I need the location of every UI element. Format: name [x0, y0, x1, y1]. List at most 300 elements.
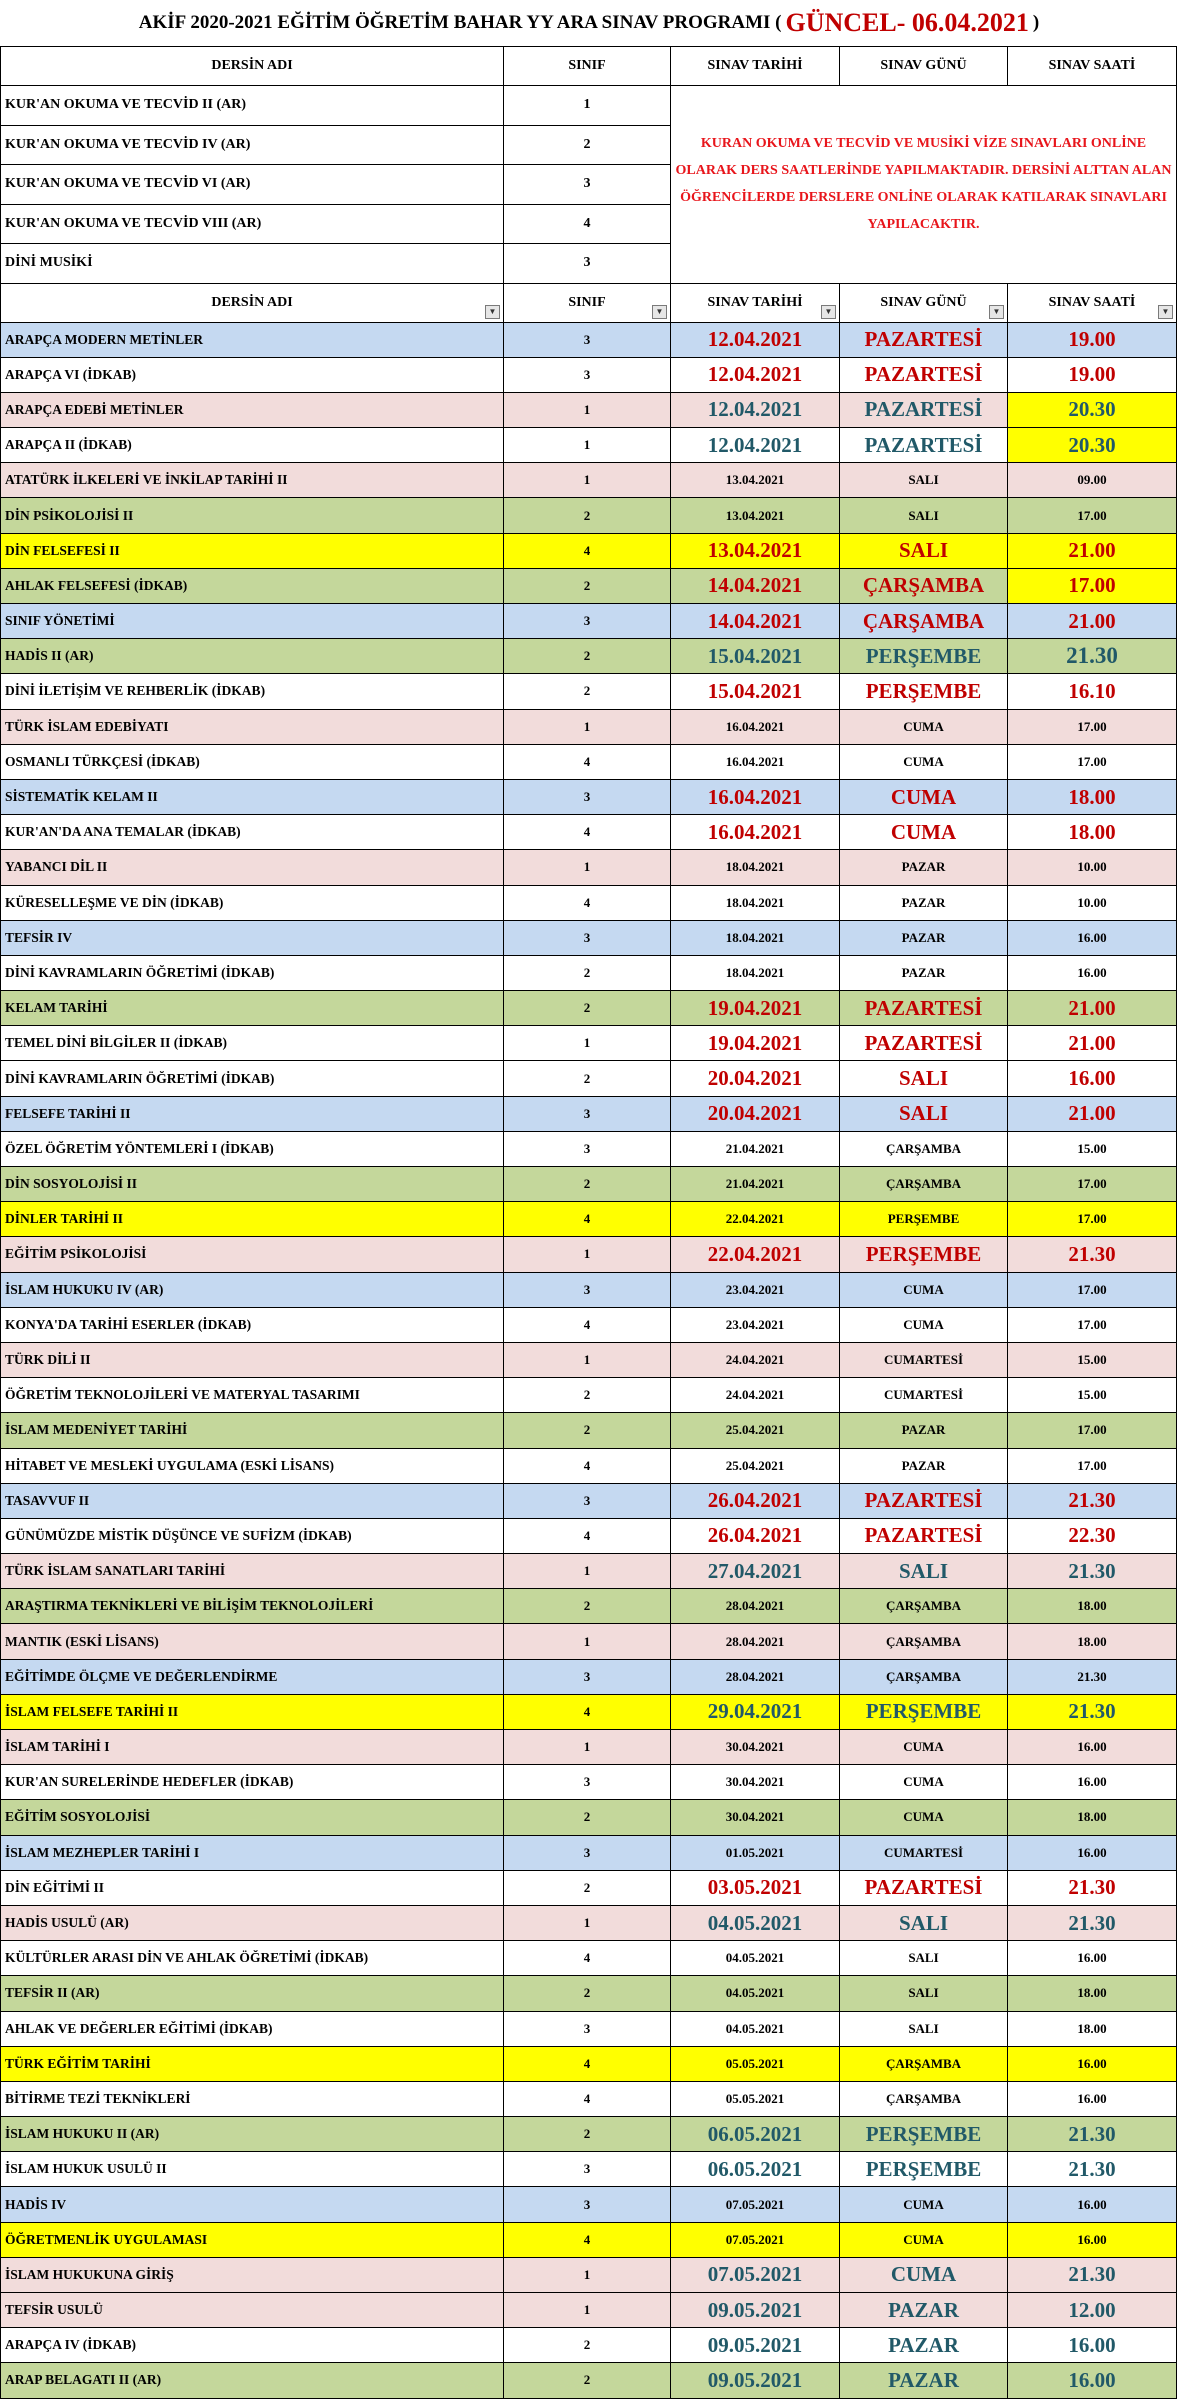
- course-class: 3: [504, 2152, 671, 2187]
- exam-date: 30.04.2021: [671, 1800, 840, 1835]
- exam-row: [1, 357, 1177, 392]
- exam-day: SALI: [840, 1554, 1008, 1589]
- exam-date: 21.04.2021: [671, 1131, 840, 1166]
- exam-day: SALI: [840, 1061, 1008, 1096]
- exam-row: [1, 1870, 1177, 1905]
- exam-date: 13.04.2021: [671, 533, 840, 568]
- header-date: SINAV TARİHİ: [671, 47, 840, 86]
- exam-row: [1, 568, 1177, 603]
- exam-date: 24.04.2021: [671, 1378, 840, 1413]
- exam-date: 03.05.2021: [671, 1870, 840, 1905]
- course-name: KÜLTÜRLER ARASI DİN VE AHLAK ÖĞRETİMİ (İDKAB): [1, 1941, 504, 1976]
- exam-row: [1, 1237, 1177, 1272]
- course-class: 1: [504, 1342, 671, 1377]
- exam-day: PAZAR: [840, 850, 1008, 885]
- exam-day: CUMA: [840, 2257, 1008, 2292]
- course-class: 1: [504, 1624, 671, 1659]
- course-name: TÜRK İSLAM EDEBİYATI: [1, 709, 504, 744]
- exam-time: 16.00: [1008, 2222, 1177, 2257]
- exam-row: [1, 1378, 1177, 1413]
- exam-time: 21.30: [1008, 1905, 1177, 1940]
- course-class: 1: [504, 1905, 671, 1940]
- course-name: DİNİ KAVRAMLARIN ÖĞRETİMİ (İDKAB): [1, 1061, 504, 1096]
- header-date[interactable]: SINAV TARİHİ ▼: [671, 283, 840, 322]
- exam-time: 17.00: [1008, 498, 1177, 533]
- course-class: 3: [504, 779, 671, 814]
- course-class: 4: [504, 815, 671, 850]
- exam-day: CUMA: [840, 1730, 1008, 1765]
- exam-day: CUMA: [840, 1765, 1008, 1800]
- course-class: 4: [504, 533, 671, 568]
- exam-row: [1, 1131, 1177, 1166]
- course-name: KUR'AN OKUMA VE TECVİD II (AR): [1, 86, 504, 126]
- exam-date: 12.04.2021: [671, 428, 840, 463]
- filter-dropdown-icon[interactable]: ▼: [821, 305, 836, 319]
- header-class: SINIF: [504, 47, 671, 86]
- exam-date: 09.05.2021: [671, 2293, 840, 2328]
- exam-date: 01.05.2021: [671, 1835, 840, 1870]
- exam-row: [1, 1624, 1177, 1659]
- exam-day: CUMA: [840, 1307, 1008, 1342]
- course-name: ARAPÇA II (İDKAB): [1, 428, 504, 463]
- course-name: HADİS IV: [1, 2187, 504, 2222]
- exam-time: 20.30: [1008, 428, 1177, 463]
- course-name: İSLAM HUKUKUNA GİRİŞ: [1, 2257, 504, 2292]
- exam-row: [1, 1765, 1177, 1800]
- exam-day: SALI: [840, 1976, 1008, 2011]
- exam-date: 06.05.2021: [671, 2117, 840, 2152]
- course-name: İSLAM HUKUK USULÜ II: [1, 2152, 504, 2187]
- exam-time: 21.30: [1008, 2257, 1177, 2292]
- course-class: 4: [504, 744, 671, 779]
- course-class: 2: [504, 1976, 671, 2011]
- exam-date: 18.04.2021: [671, 850, 840, 885]
- course-class: 3: [504, 1096, 671, 1131]
- course-name: DİNİ KAVRAMLARIN ÖĞRETİMİ (İDKAB): [1, 955, 504, 990]
- exam-row: [1, 2257, 1177, 2292]
- course-name: OSMANLI TÜRKÇESİ (İDKAB): [1, 744, 504, 779]
- exam-row: [1, 1202, 1177, 1237]
- exam-day: PAZAR: [840, 885, 1008, 920]
- exam-date: 07.05.2021: [671, 2187, 840, 2222]
- exam-time: 21.00: [1008, 991, 1177, 1026]
- exam-day: PAZAR: [840, 1448, 1008, 1483]
- course-name: ARAP BELAGATI II (AR): [1, 2363, 504, 2398]
- exam-date: 20.04.2021: [671, 1096, 840, 1131]
- exam-time: 17.00: [1008, 1272, 1177, 1307]
- exam-row: [1, 1483, 1177, 1518]
- filter-dropdown-icon[interactable]: ▼: [989, 305, 1004, 319]
- exam-row: [1, 2187, 1177, 2222]
- course-name: HADİS USULÜ (AR): [1, 1905, 504, 1940]
- schedule-table: [0, 46, 1177, 2399]
- exam-date: 14.04.2021: [671, 568, 840, 603]
- exam-date: 27.04.2021: [671, 1554, 840, 1589]
- course-name: TEFSİR USULÜ: [1, 2293, 504, 2328]
- exam-day: ÇARŞAMBA: [840, 2081, 1008, 2116]
- exam-day: PAZARTESİ: [840, 1870, 1008, 1905]
- exam-day: SALI: [840, 1941, 1008, 1976]
- exam-time: 21.30: [1008, 1483, 1177, 1518]
- course-name: TEFSİR IV: [1, 920, 504, 955]
- course-class: 3: [504, 244, 671, 284]
- exam-day: SALI: [840, 1905, 1008, 1940]
- exam-day: SALI: [840, 1096, 1008, 1131]
- exam-time: 20.30: [1008, 392, 1177, 427]
- title-prefix: AKİF 2020-2021 EĞİTİM ÖĞRETİM BAHAR YY ARA SINAV PROGRAMI (: [138, 12, 782, 33]
- course-class: 2: [504, 1870, 671, 1905]
- exam-date: 26.04.2021: [671, 1518, 840, 1553]
- course-name: İSLAM HUKUKU II (AR): [1, 2117, 504, 2152]
- exam-row: [1, 1096, 1177, 1131]
- exam-date: 06.05.2021: [671, 2152, 840, 2187]
- course-class: 4: [504, 1307, 671, 1342]
- course-class: 2: [504, 2363, 671, 2398]
- exam-row: [1, 533, 1177, 568]
- exam-date: 23.04.2021: [671, 1307, 840, 1342]
- course-class: 2: [504, 1800, 671, 1835]
- exam-time: 09.00: [1008, 463, 1177, 498]
- exam-time: 16.00: [1008, 2046, 1177, 2081]
- exam-time: 16.00: [1008, 955, 1177, 990]
- exam-row: [1, 2117, 1177, 2152]
- exam-date: 28.04.2021: [671, 1659, 840, 1694]
- course-class: 3: [504, 920, 671, 955]
- exam-date: 28.04.2021: [671, 1624, 840, 1659]
- exam-row: [1, 1448, 1177, 1483]
- exam-row: [1, 639, 1177, 674]
- exam-date: 14.04.2021: [671, 604, 840, 639]
- course-name: AHLAK VE DEĞERLER EĞİTİMİ (İDKAB): [1, 2011, 504, 2046]
- exam-date: 15.04.2021: [671, 674, 840, 709]
- exam-day: ÇARŞAMBA: [840, 1167, 1008, 1202]
- exam-day: PERŞEMBE: [840, 2117, 1008, 2152]
- exam-day: PAZARTESİ: [840, 991, 1008, 1026]
- exam-day: CUMA: [840, 2222, 1008, 2257]
- exam-date: 07.05.2021: [671, 2257, 840, 2292]
- exam-time: 15.00: [1008, 1131, 1177, 1166]
- exam-row: [1, 2222, 1177, 2257]
- course-name: ARAPÇA EDEBİ METİNLER: [1, 392, 504, 427]
- exam-day: PAZARTESİ: [840, 357, 1008, 392]
- course-name: GÜNÜMÜZDE MİSTİK DÜŞÜNCE VE SUFİZM (İDKAB): [1, 1518, 504, 1553]
- course-class: 1: [504, 86, 671, 126]
- exam-time: 10.00: [1008, 850, 1177, 885]
- exam-day: SALI: [840, 463, 1008, 498]
- exam-row: [1, 498, 1177, 533]
- exam-day: CUMA: [840, 709, 1008, 744]
- exam-day: ÇARŞAMBA: [840, 1624, 1008, 1659]
- exam-day: PERŞEMBE: [840, 1694, 1008, 1729]
- course-class: 2: [504, 1589, 671, 1624]
- exam-day: PERŞEMBE: [840, 1202, 1008, 1237]
- course-class: 2: [504, 1061, 671, 1096]
- course-name: DİNİ MUSİKİ: [1, 244, 504, 284]
- header-time[interactable]: SINAV SAATİ ▼: [1008, 283, 1177, 322]
- course-class: 3: [504, 1272, 671, 1307]
- course-name: ÖĞRETMENLİK UYGULAMASI: [1, 2222, 504, 2257]
- exam-day: PAZAR: [840, 920, 1008, 955]
- course-class: 1: [504, 1026, 671, 1061]
- course-name: KUR'AN OKUMA VE TECVİD VI (AR): [1, 165, 504, 205]
- course-class: 2: [504, 991, 671, 1026]
- exam-row: [1, 2328, 1177, 2363]
- exam-time: 17.00: [1008, 1167, 1177, 1202]
- course-name: TEMEL DİNİ BİLGİLER II (İDKAB): [1, 1026, 504, 1061]
- exam-row: [1, 709, 1177, 744]
- exam-row: [1, 1167, 1177, 1202]
- course-class: 2: [504, 639, 671, 674]
- course-class: 4: [504, 2081, 671, 2116]
- exam-time: 17.00: [1008, 1202, 1177, 1237]
- exam-date: 18.04.2021: [671, 920, 840, 955]
- schedule-header-row: [1, 283, 1177, 322]
- header-day[interactable]: SINAV GÜNÜ ▼: [840, 283, 1008, 322]
- course-name: KÜRESELLEŞME VE DİN (İDKAB): [1, 885, 504, 920]
- course-class: 4: [504, 885, 671, 920]
- course-name: İSLAM HUKUKU IV (AR): [1, 1272, 504, 1307]
- exam-day: CUMA: [840, 779, 1008, 814]
- course-name: BİTİRME TEZİ TEKNİKLERİ: [1, 2081, 504, 2116]
- exam-time: 15.00: [1008, 1378, 1177, 1413]
- exam-row: [1, 991, 1177, 1026]
- course-name: TEFSİR II (AR): [1, 1976, 504, 2011]
- course-name: HİTABET VE MESLEKİ UYGULAMA (ESKİ LİSANS): [1, 1448, 504, 1483]
- course-class: 4: [504, 1941, 671, 1976]
- exam-date: 18.04.2021: [671, 955, 840, 990]
- course-class: 1: [504, 2257, 671, 2292]
- exam-row: [1, 885, 1177, 920]
- header-course[interactable]: DERSİN ADI ▼: [1, 283, 504, 322]
- exam-date: 05.05.2021: [671, 2081, 840, 2116]
- exam-date: 09.05.2021: [671, 2363, 840, 2398]
- exam-date: 19.04.2021: [671, 1026, 840, 1061]
- exam-date: 12.04.2021: [671, 322, 840, 357]
- course-class: 1: [504, 463, 671, 498]
- course-name: DİN EĞİTİMİ II: [1, 1870, 504, 1905]
- exam-date: 25.04.2021: [671, 1448, 840, 1483]
- exam-day: ÇARŞAMBA: [840, 1589, 1008, 1624]
- course-class: 4: [504, 204, 671, 244]
- exam-row: [1, 322, 1177, 357]
- exam-row: [1, 920, 1177, 955]
- course-class: 3: [504, 1835, 671, 1870]
- exam-day: CUMARTESİ: [840, 1342, 1008, 1377]
- exam-row: [1, 1026, 1177, 1061]
- course-class: 1: [504, 428, 671, 463]
- course-class: 3: [504, 1483, 671, 1518]
- course-class: 4: [504, 1694, 671, 1729]
- exam-date: 23.04.2021: [671, 1272, 840, 1307]
- exam-time: 17.00: [1008, 1413, 1177, 1448]
- exam-date: 13.04.2021: [671, 463, 840, 498]
- filter-dropdown-icon[interactable]: ▼: [485, 305, 500, 319]
- exam-day: PAZARTESİ: [840, 392, 1008, 427]
- exam-row: [1, 1941, 1177, 1976]
- exam-time: 21.30: [1008, 1870, 1177, 1905]
- exam-row: [1, 1976, 1177, 2011]
- exam-date: 12.04.2021: [671, 357, 840, 392]
- course-name: KUR'AN OKUMA VE TECVİD IV (AR): [1, 125, 504, 165]
- course-name: YABANCI DİL II: [1, 850, 504, 885]
- exam-row: [1, 428, 1177, 463]
- exam-day: PERŞEMBE: [840, 674, 1008, 709]
- online-exam-notice: KURAN OKUMA VE TECVİD VE MUSİKİ VİZE SINAVLARI ONLİNE OLARAK DERS SAATLERİNDE YAPILMAKTADIR. DERSİNİ ALTTAN ALAN ÖĞRENCİLERDE DERSLERE ONLİNE OLARAK KATILARAK SINAVLARI YAPILACAKTIR.: [671, 86, 1177, 284]
- course-name: DİN FELSEFESİ II: [1, 533, 504, 568]
- course-name: SİSTEMATİK KELAM II: [1, 779, 504, 814]
- exam-time: 17.00: [1008, 1307, 1177, 1342]
- exam-time: 21.30: [1008, 1659, 1177, 1694]
- course-name: ARAŞTIRMA TEKNİKLERİ VE BİLİŞİM TEKNOLOJİLERİ: [1, 1589, 504, 1624]
- course-name: KUR'AN OKUMA VE TECVİD VIII (AR): [1, 204, 504, 244]
- exam-date: 30.04.2021: [671, 1765, 840, 1800]
- exam-row: [1, 392, 1177, 427]
- course-name: KUR'AN SURELERİNDE HEDEFLER (İDKAB): [1, 1765, 504, 1800]
- course-name: KUR'AN'DA ANA TEMALAR (İDKAB): [1, 815, 504, 850]
- exam-date: 26.04.2021: [671, 1483, 840, 1518]
- exam-day: CUMA: [840, 815, 1008, 850]
- course-class: 4: [504, 1448, 671, 1483]
- exam-day: PAZAR: [840, 955, 1008, 990]
- exam-time: 21.00: [1008, 1026, 1177, 1061]
- exam-time: 21.30: [1008, 2117, 1177, 2152]
- course-name: ARAPÇA IV (İDKAB): [1, 2328, 504, 2363]
- course-class: 2: [504, 498, 671, 533]
- course-name: EĞİTİM PSİKOLOJİSİ: [1, 1237, 504, 1272]
- course-class: 3: [504, 2011, 671, 2046]
- exam-row: [1, 674, 1177, 709]
- exam-time: 16.00: [1008, 1835, 1177, 1870]
- exam-time: 16.00: [1008, 2187, 1177, 2222]
- exam-row: [1, 1800, 1177, 1835]
- exam-date: 28.04.2021: [671, 1589, 840, 1624]
- exam-row: [1, 815, 1177, 850]
- exam-time: 18.00: [1008, 1800, 1177, 1835]
- exam-time: 16.00: [1008, 1730, 1177, 1765]
- exam-day: PAZAR: [840, 2363, 1008, 2398]
- exam-date: 16.04.2021: [671, 709, 840, 744]
- exam-date: 18.04.2021: [671, 885, 840, 920]
- exam-time: 19.00: [1008, 357, 1177, 392]
- course-name: AHLAK FELSEFESİ (İDKAB): [1, 568, 504, 603]
- course-class: 1: [504, 1730, 671, 1765]
- exam-day: CUMARTESİ: [840, 1835, 1008, 1870]
- exam-row: [1, 1835, 1177, 1870]
- filter-dropdown-icon[interactable]: ▼: [652, 305, 667, 319]
- page-title: [0, 0, 1178, 46]
- exam-row: [1, 2081, 1177, 2116]
- course-name: DİN SOSYOLOJİSİ II: [1, 1167, 504, 1202]
- exam-day: PAZARTESİ: [840, 428, 1008, 463]
- exam-row: [1, 779, 1177, 814]
- exam-time: 21.30: [1008, 639, 1177, 674]
- course-name: TÜRK EĞİTİM TARİHİ: [1, 2046, 504, 2081]
- course-class: 1: [504, 1554, 671, 1589]
- exam-row: [1, 1659, 1177, 1694]
- course-name: ARAPÇA VI (İDKAB): [1, 357, 504, 392]
- course-name: SINIF YÖNETİMİ: [1, 604, 504, 639]
- course-class: 3: [504, 604, 671, 639]
- filter-dropdown-icon[interactable]: ▼: [1158, 305, 1173, 319]
- course-class: 2: [504, 1413, 671, 1448]
- header-class[interactable]: SINIF ▼: [504, 283, 671, 322]
- exam-day: PAZAR: [840, 2328, 1008, 2363]
- exam-day: PERŞEMBE: [840, 2152, 1008, 2187]
- course-name: MANTIK (ESKİ LİSANS): [1, 1624, 504, 1659]
- exam-date: 04.05.2021: [671, 2011, 840, 2046]
- course-name: FELSEFE TARİHİ II: [1, 1096, 504, 1131]
- exam-day: CUMA: [840, 2187, 1008, 2222]
- exam-time: 18.00: [1008, 1589, 1177, 1624]
- course-class: 3: [504, 1131, 671, 1166]
- course-name: ATATÜRK İLKELERİ VE İNKİLAP TARİHİ II: [1, 463, 504, 498]
- course-class: 2: [504, 568, 671, 603]
- exam-date: 16.04.2021: [671, 779, 840, 814]
- exam-row: [1, 463, 1177, 498]
- course-name: İSLAM FELSEFE TARİHİ II: [1, 1694, 504, 1729]
- exam-date: 07.05.2021: [671, 2222, 840, 2257]
- exam-day: PAZARTESİ: [840, 1026, 1008, 1061]
- course-name: EĞİTİMDE ÖLÇME VE DEĞERLENDİRME: [1, 1659, 504, 1694]
- header-course: DERSİN ADI: [1, 47, 504, 86]
- exam-day: CUMA: [840, 744, 1008, 779]
- exam-date: 04.05.2021: [671, 1905, 840, 1940]
- exam-time: 18.00: [1008, 815, 1177, 850]
- course-class: 4: [504, 1202, 671, 1237]
- exam-date: 22.04.2021: [671, 1237, 840, 1272]
- course-class: 4: [504, 1518, 671, 1553]
- exam-row: [1, 1694, 1177, 1729]
- exam-date: 04.05.2021: [671, 1941, 840, 1976]
- title-updated-date: GÜNCEL- 06.04.2021: [785, 8, 1029, 37]
- course-name: İSLAM TARİHİ I: [1, 1730, 504, 1765]
- exam-row: [1, 1589, 1177, 1624]
- course-class: 3: [504, 357, 671, 392]
- exam-time: 18.00: [1008, 2011, 1177, 2046]
- header-day: SINAV GÜNÜ: [840, 47, 1008, 86]
- exam-day: CUMA: [840, 1272, 1008, 1307]
- exam-row: [1, 1905, 1177, 1940]
- course-name: DİNLER TARİHİ II: [1, 1202, 504, 1237]
- exam-day: PAZAR: [840, 2293, 1008, 2328]
- exam-time: 16.00: [1008, 2328, 1177, 2363]
- course-class: 3: [504, 1765, 671, 1800]
- exam-date: 29.04.2021: [671, 1694, 840, 1729]
- exam-date: 15.04.2021: [671, 639, 840, 674]
- exam-row: [1, 1272, 1177, 1307]
- exam-row: [1, 1061, 1177, 1096]
- exam-row: [1, 604, 1177, 639]
- exam-date: 13.04.2021: [671, 498, 840, 533]
- course-name: DİNİ İLETİŞİM VE REHBERLİK (İDKAB): [1, 674, 504, 709]
- course-name: ÖĞRETİM TEKNOLOJİLERİ VE MATERYAL TASARIMI: [1, 1378, 504, 1413]
- exam-day: PAZARTESİ: [840, 1518, 1008, 1553]
- course-class: 4: [504, 2046, 671, 2081]
- exam-row: [1, 955, 1177, 990]
- online-course-row: [1, 86, 1177, 126]
- exam-time: 21.00: [1008, 604, 1177, 639]
- exam-time: 12.00: [1008, 2293, 1177, 2328]
- exam-row: [1, 1554, 1177, 1589]
- exam-date: 16.04.2021: [671, 744, 840, 779]
- exam-day: CUMA: [840, 1800, 1008, 1835]
- course-class: 2: [504, 1378, 671, 1413]
- course-class: 2: [504, 125, 671, 165]
- exam-time: 16.00: [1008, 1765, 1177, 1800]
- exam-date: 25.04.2021: [671, 1413, 840, 1448]
- exam-day: SALI: [840, 533, 1008, 568]
- exam-time: 18.00: [1008, 1624, 1177, 1659]
